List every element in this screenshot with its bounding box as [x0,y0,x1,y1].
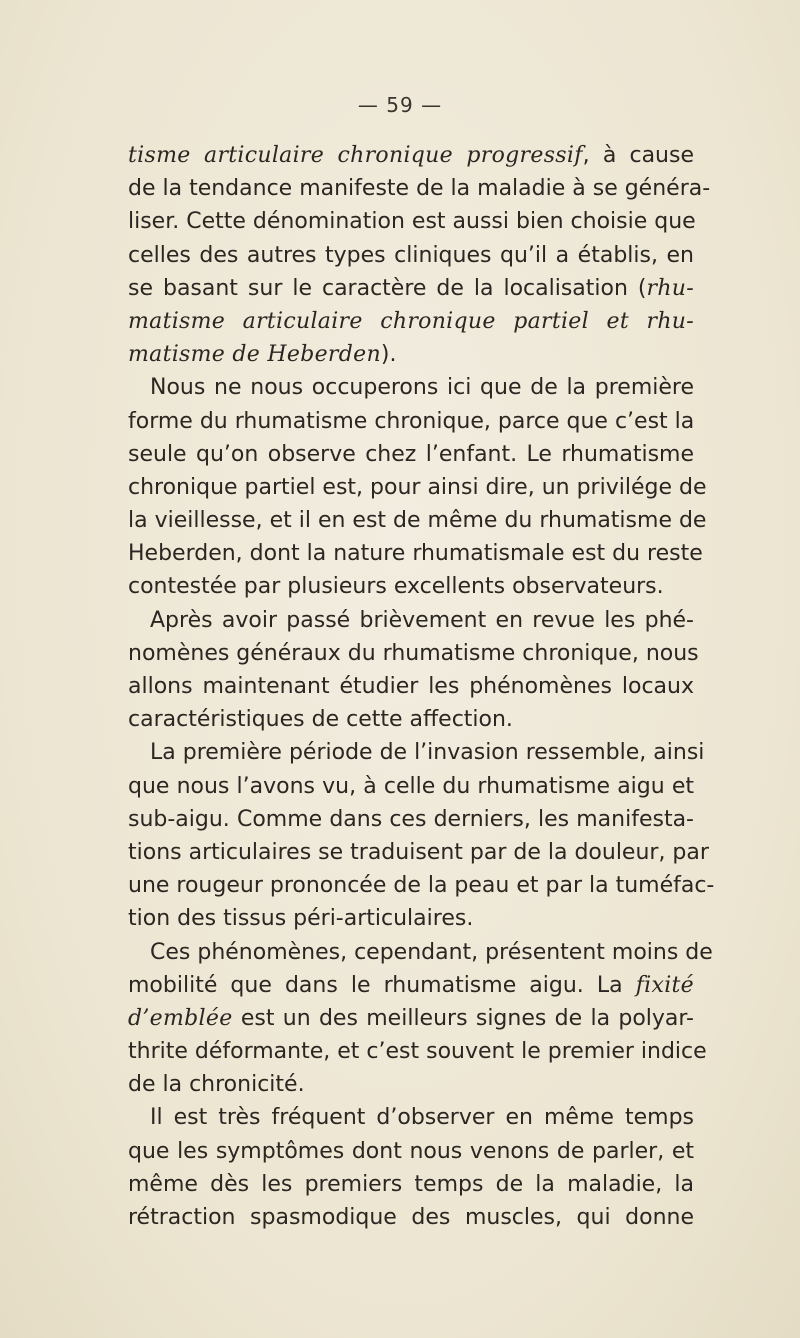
text-segment: Il est très fréquent d’observer en même temps [150,1105,694,1131]
text-line [128,537,703,570]
text-line [128,305,694,338]
text-line [128,371,694,404]
text-line [128,1168,694,1201]
text-segment: de la tendance manifeste de la maladie à se généra- [128,176,711,202]
italic-text-segment: fixité [635,972,694,998]
text-line [128,936,713,969]
text-segment: de la chronicité. [128,1072,305,1098]
text-segment: même dès les premiers temps de la maladie, la [128,1171,694,1197]
text-segment: forme du rhumatisme chronique, parce que c’est la [128,408,695,434]
text-segment: sub-aigu. Comme dans ces derniers, les manifesta- [128,806,694,832]
text-line [128,1135,694,1168]
text-segment: la vieillesse, et il en est de même du rhumatisme de [128,508,707,534]
text-line [128,969,694,1002]
text-line [128,205,694,238]
page-number: — 59 — [357,93,443,117]
text-line [128,703,694,736]
text-line [128,770,694,803]
text-segment: thrite déformante, et c’est souvent le premier indice [128,1039,707,1065]
text-segment: que les symptômes dont nous venons de parler, et [128,1138,694,1164]
text-line [128,1002,694,1035]
text-segment: une rougeur prononcée de la peau et par la tuméfac- [128,873,715,899]
text-line [128,438,694,471]
italic-text-segment: matisme articulaire chronique partiel et rhu- [128,308,694,334]
text-segment: ). [380,342,397,368]
text-line [128,1101,694,1134]
text-segment: rétraction spasmodique des muscles, qui donne [128,1205,694,1230]
text-line [128,471,707,504]
text-line [128,1068,694,1101]
text-line [128,604,694,637]
text-line [128,836,709,869]
text-segment: , à cause [582,143,694,168]
italic-text-segment: d’emblée [128,1005,233,1031]
text-line [128,272,694,305]
italic-text-segment: rhu- [646,275,694,301]
text-line [128,803,694,836]
text-segment: est un des meilleurs signes de la polyar- [232,1005,694,1031]
italic-text-segment: matisme de Heberden [128,342,381,368]
text-segment: chronique partiel est, pour ainsi dire, un privilége de [128,474,707,500]
text-segment: nomènes généraux du rhumatisme chronique, nous [128,640,699,666]
text-line [128,405,694,438]
text-line [128,1035,707,1068]
text-line [128,139,694,172]
text-segment: caractéristiques de cette affection. [128,707,513,733]
text-segment: Heberden, dont la nature rhumatismale est du reste [128,541,703,567]
text-segment: tions articulaires se traduisent par de la douleur, par [128,839,709,865]
text-line [128,869,715,902]
text-line [128,637,699,670]
body-text [128,139,715,1234]
text-segment: se basant sur le caractère de la localisation ( [128,275,647,301]
text-segment: celles des autres types cliniques qu’il a établis, en [128,242,694,268]
text-segment: La première période de l’invasion ressemble, ainsi [150,740,705,766]
text-segment: tion des tissus péri-articulaires. [128,906,474,932]
text-line [128,338,694,371]
text-line [128,736,705,769]
text-line [128,239,694,272]
text-segment: contestée par plusieurs excellents observateurs. [128,574,664,600]
text-line [128,902,694,935]
text-line [128,1201,694,1234]
text-segment: liser. Cette dénomination est aussi bien choisie que [128,209,696,235]
text-segment: Nous ne nous occuperons ici que de la première [150,375,694,401]
text-line [128,570,694,603]
text-line [128,172,711,205]
text-segment: Après avoir passé brièvement en revue les phé- [150,607,694,633]
text-segment: allons maintenant étudier les phénomènes locaux [128,674,694,699]
text-segment: Ces phénomènes, cependant, présentent moins de [150,939,713,965]
text-segment: mobilité que dans le rhumatisme aigu. La [128,972,636,998]
text-segment: que nous l’avons vu, à celle du rhumatisme aigu et [128,773,694,799]
text-line [128,670,694,703]
italic-text-segment: tisme articulaire chronique progressif [128,143,583,168]
text-line [128,504,707,537]
text-segment: seule qu’on observe chez l’enfant. Le rhumatisme [128,441,694,467]
